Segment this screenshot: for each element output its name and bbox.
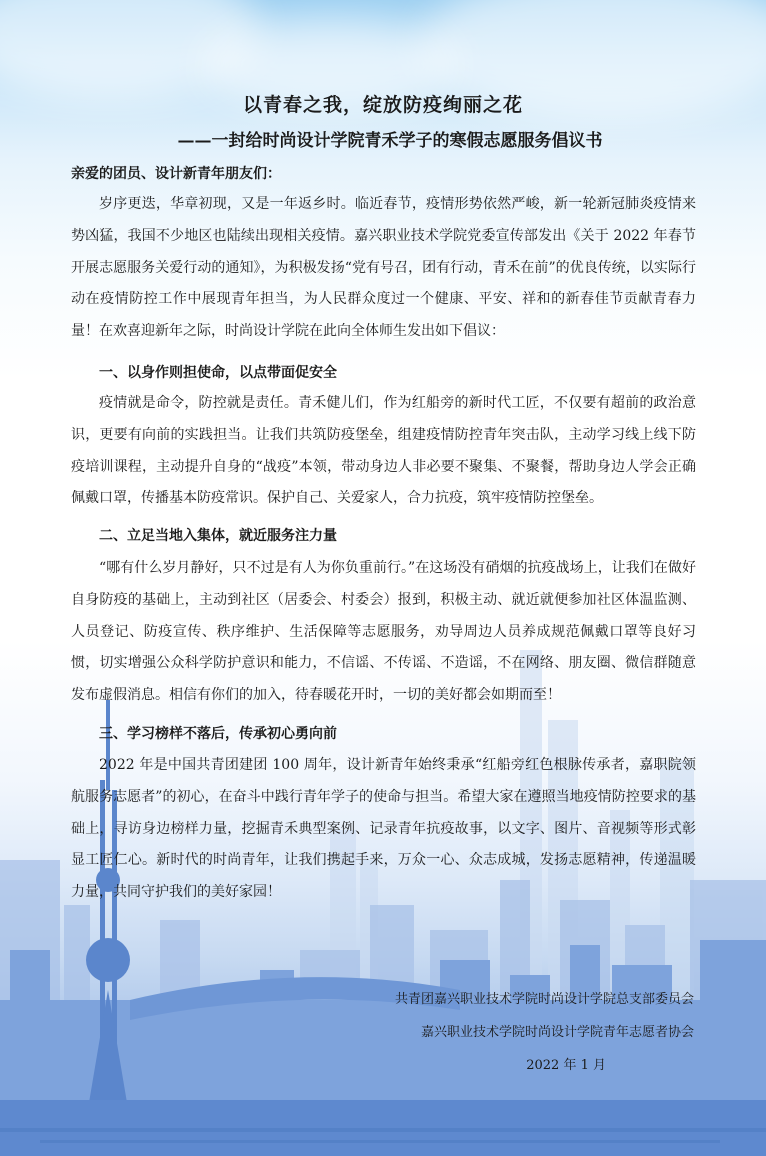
section-heading-3: 三、学习榜样不落后，传承初心勇向前 [99,726,337,742]
section-heading-2: 二、立足当地入集体，就近服务注力量 [99,528,337,544]
intro-paragraph: 岁序更迭，华章初现，又是一年返乡时。临近春节，疫情形势依然严峻，新一轮新冠肺炎疫情来势凶猛，我国不少地区也陆续出现相关疫情。嘉兴职业技术学院党委宣传部发出《关于 2022 年春节开展志愿服务关爱行动的通知》，为积极发扬“党有号召，团有行动，青禾在前”的优良传统，以实际行动在疫情防控工作中展现青年担当，为人民群众度过一个健康、平安、祥和的新春佳节贡献青春力量！在欢喜迎新年之际，时尚设计学院在此向全体师生发出如下倡议： [71,196,696,340]
section-body-1: 疫情就是命令，防控就是责任。青禾健儿们，作为红船旁的新时代工匠，不仅要有超前的政治意识，更要有向前的实践担当。让我们共筑防疫堡垒，组建疫情防控青年突击队，主动学习线上线下防疫培训课程，主动提升自身的“战疫”本领，带动身边人非必要不聚集、不聚餐，帮助身边人学会正确佩戴口罩，传播基本防疫常识。保护自己、关爱家人，合力抗疫，筑牢疫情防控堡垒。 [71,395,696,507]
greeting-line: 亲爱的团员、设计新青年朋友们： [71,166,281,182]
signature-committee: 共青团嘉兴职业技术学院时尚设计学院总支部委员会 [394,992,694,1007]
signature-association: 嘉兴职业技术学院时尚设计学院青年志愿者协会 [420,1025,694,1040]
section-body-3: 2022 年是中国共青团建团 100 周年，设计新青年始终秉承“红船旁红色根脉传承者，嘉职院领航服务志愿者”的初心，在奋斗中践行青年学子的使命与担当。希望大家在遵照当地疫情防控要求的基础上，寻访身边榜样力量，挖掘青禾典型案例、记录青年抗疫故事，以文字、图片、音视频等形式彰显工匠仁心。新时代的时尚青年，让我们携起手来，万众一心、众志成城，发扬志愿精神，传递温暖力量，共同守护我们的美好家园！ [71,757,696,901]
section-heading-1: 一、以身作则担使命，以点带面促安全 [99,365,337,381]
document-subtitle: ——一封给时尚设计学院青禾学子的寒假志愿服务倡议书 [177,131,603,151]
section-body-2: “哪有什么岁月静好，只不过是有人为你负重前行。”在这场没有硝烟的抗疫战场上，让我们在做好自身防疫的基础上，主动到社区（居委会、村委会）报到，积极主动、就近就便参加社区体温监测、人员登记、防疫宣传、秩序维护、生活保障等志愿服务，劝导周边人员养成规范佩戴口罩等良好习惯，切实增强公众科学防护意识和能力，不信谣、不传谣、不造谣，不在网络、朋友圈、微信群随意发布虚假消息。相信有你们的加入，待春暖花开时，一切的美好都会如期而至！ [71,560,696,704]
signature-date: 2022 年 1 月 [526,1058,606,1073]
document-title: 以青春之我，绽放防疫绚丽之花 [242,94,523,116]
